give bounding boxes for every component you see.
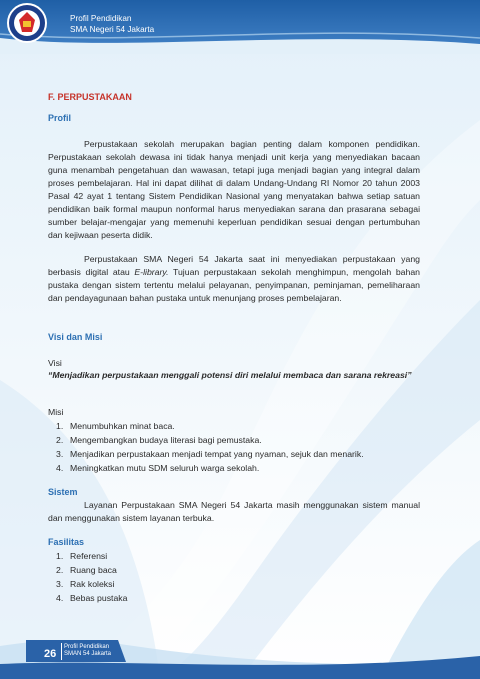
elibrary-term: E-library. xyxy=(134,267,169,277)
list-item: 1. Referensi xyxy=(56,551,108,561)
profil-paragraph-1: Perpustakaan sekolah merupakan bagian penting dalam komponen pendidikan. Perpustakaan sekolah dewasa ini tidak hanya menjadi unit kerja yang menyediakan bacaan guna menambah pengetahuan dan wawasan, tetapi juga menjadi bagian yang integral dalam proses pembelajaran. Hal ini dapat dilihat di dalam Undang-Undang RI Nomor 20 tahun 2003 Pasal 42 ayat 1 tentang Sistem Pendidikan Nasional yang menyatakan bahwa setiap satuan pendidikan baik formal maupun nonformal harus menyediakan sarana dan prasarana sebagai sumber belajar-mengajar yang memenuhi keperluan pendidikan sesuai dengan pertumbuhan dan kejiwaan peserta didik. xyxy=(48,139,420,240)
page-number: 26 xyxy=(44,648,57,660)
section-title: F. PERPUSTAKAAN xyxy=(48,92,132,102)
footer-text xyxy=(64,644,111,658)
profil-paragraph-2: Perpustakaan SMA Negeri 54 Jakarta saat ini menyediakan perpustakaan yang berbasis digital atau E-library. Tujuan perpustakaan sekolah menghimpun, mengolah bahan pustaka dengan sistem tertentu melalui pelayanan, penyimpanan, peminjaman, pemeliharaan dan pendayagunaan bahan pustaka untuk menunjang proses pembelajaran. xyxy=(48,254,421,303)
list-item: 2. Mengembangkan budaya literasi bagi pemustaka. xyxy=(56,435,262,445)
sistem-heading: Sistem xyxy=(48,487,78,497)
header-line2: SMA Negeri 54 Jakarta xyxy=(70,25,155,34)
list-item: 4. Bebas pustaka xyxy=(56,593,128,603)
footer-line2: SMAN 54 Jakarta xyxy=(64,651,112,657)
misi-list xyxy=(56,419,364,475)
visi-misi-heading: Visi dan Misi xyxy=(48,332,103,342)
list-item: 3. Rak koleksi xyxy=(56,579,115,589)
list-item: 4. Meningkatkan mutu SDM seluruh warga sekolah. xyxy=(56,463,260,473)
sistem-paragraph: Layanan Perpustakaan SMA Negeri 54 Jakarta masih menggunakan sistem manual dan menggunakan sistem layanan terbuka. xyxy=(48,500,420,523)
fasilitas-list xyxy=(56,549,127,605)
header-line1: Profil Pendidikan xyxy=(70,14,132,23)
fasilitas-heading: Fasilitas xyxy=(48,537,85,547)
list-item: 3. Menjadikan perpustakaan menjadi tempat yang nyaman, sejuk dan menarik. xyxy=(56,449,364,459)
visi-text: “Menjadikan perpustakaan menggali potensi diri melalui membaca dan sarana rekreasi” xyxy=(48,370,412,380)
visi-label: Visi xyxy=(48,358,62,368)
list-item: 2. Ruang baca xyxy=(56,565,117,575)
list-item: 1. Menumbuhkan minat baca. xyxy=(56,421,175,431)
school-logo-icon xyxy=(6,2,48,44)
misi-label: Misi xyxy=(48,407,64,417)
profil-heading: Profil xyxy=(48,113,72,123)
page-header xyxy=(0,0,480,50)
header-title xyxy=(70,13,154,35)
footer-line1: Profil Pendidikan xyxy=(64,644,110,650)
